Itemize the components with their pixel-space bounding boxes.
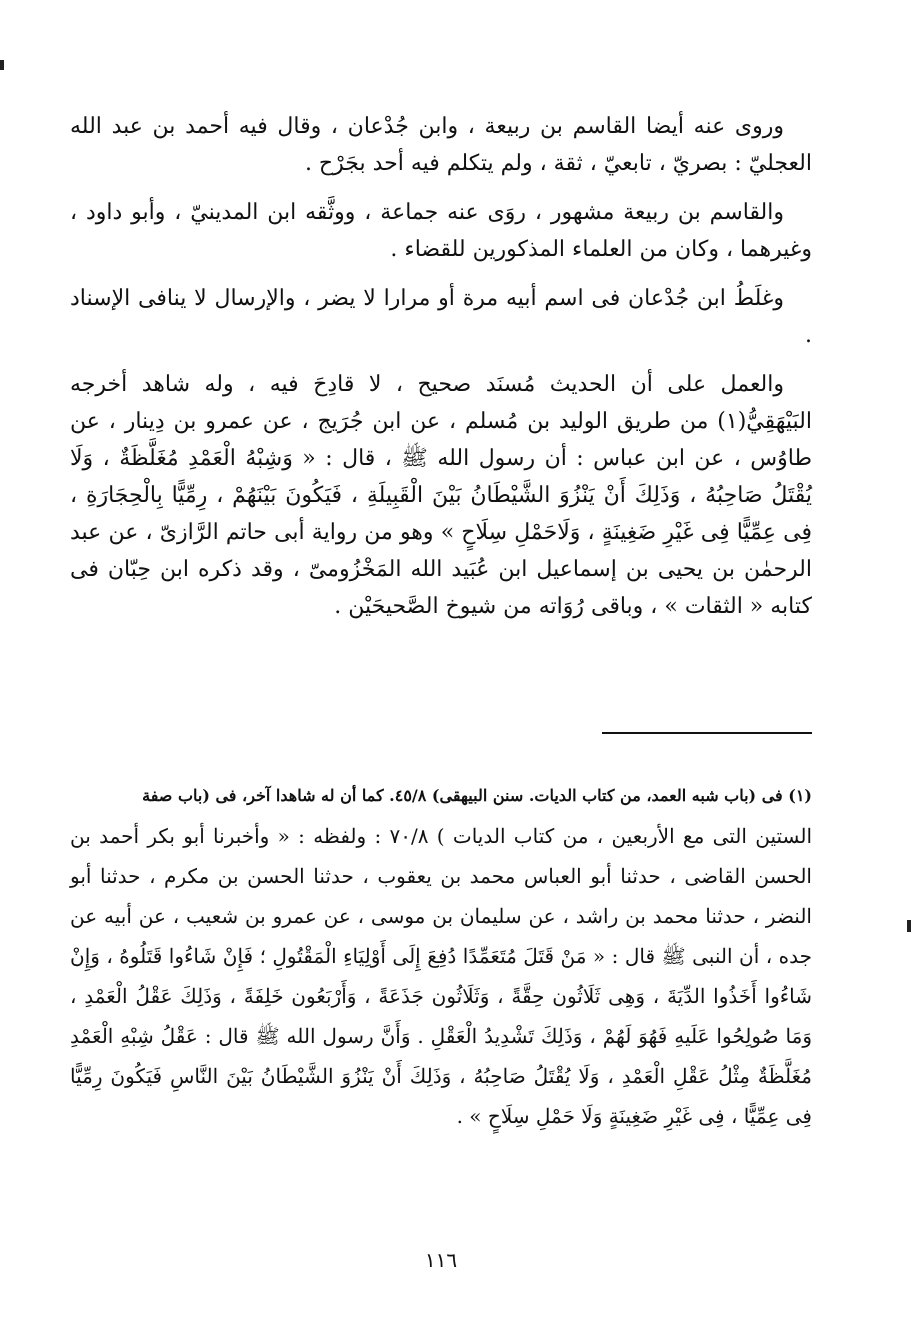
page-number: ١١٦ xyxy=(424,1248,458,1272)
footnote-divider xyxy=(602,732,812,734)
main-text xyxy=(70,108,812,625)
footnote-body: الستين التى مع الأربعين ، من كتاب الديات ) ٧٠/٨ : ولفظه : « وأخبرنا أبو بكر أحمد بن الحسن القاضى ، حدثنا أبو العباس محمد بن يعقوب ، حدثنا الحسن بن مكرم ، حدثنا أبو النضر ، حدثنا محمد بن راشد ، عن سليمان بن موسى ، عن عمرو بن شعيب ، عن أبيه عن جده ، أن النبى ﷺ قال : « مَنْ قَتَلَ مُتَعَمِّدًا دُفِعَ إِلَى أَوْلِيَاءِ الْمَقْتُولِ ؛ فَإِنْ شَاءُوا قَتَلُوهُ ، وَإِنْ شَاءُوا أَخَذُوا الدِّيَةَ ، وَهِى ثَلَاثُون حِقَّةً ، وَثَلَاثُون جَذَعَةً ، وَأَرْبَعُون خَلِفَةً ، وَذَلِكَ عَقْلُ الْعَمْدِ ، وَمَا صُولِحُوا عَلَيهِ فَهُوَ لَهُمْ ، وَذَلِكَ تَشْدِيدُ الْعَقْلِ . وَأَنَّ رسول الله ﷺ قال : عَقْلُ شِبْهِ الْعَمْدِ مُغَلَّظَةٌ مِثْلُ عَقْلِ الْعَمْدِ ، وَلَا يُقْتَلُ صَاحِبُهُ ، وَذَلِكَ أَنْ يَنْزُوَ الشَّيْطَانُ بَيْنَ النَّاسِ فَيَكُونَ رِمِّيًّا فِى عِمِّيًّا ، فِى غَيْرِ ضَغِينَةٍ وَلَا حَمْلِ سِلَاحٍ » . xyxy=(70,824,813,1128)
scan-edge-mark-right xyxy=(907,920,911,932)
paragraph-2: والقاسم بن ربيعة مشهور ، روَى عنه جماعة ، ووثَّقه ابن المدينيّ ، وأبو داود ، وغيرهما ، وكان من العلماء المذكورين للقضاء . xyxy=(70,200,812,262)
footnotes xyxy=(70,776,812,1136)
paragraph-3: وغلَطُ ابن جُدْعان فى اسم أبيه مرة أو مرارا لا يضر ، والإرسال لا ينافى الإسناد . xyxy=(70,286,812,348)
scan-edge-mark-left xyxy=(0,60,4,70)
book-page xyxy=(70,108,812,1308)
paragraph-4: والعمل على أن الحديث مُسنَد صحيح ، لا قادِحَ فيه ، وله شاهد أخرجه البَيْهَقِيُّ(١) من طريق الوليد بن مُسلم ، عن ابن جُرَيج ، عن عمرو بن دِينار ، عن طاوُس ، عن ابن عباس : أن رسول الله ﷺ ، قال : « وَشِبْهُ الْعَمْدِ مُغَلَّظَةٌ ، وَلَا يُقْتَلُ صَاحِبُهُ ، وَذَلِكَ أَنْ يَنْزُوَ الشَّيْطَانُ بَيْنَ الْقَبِيلَةِ ، فَيَكُونَ بَيْنَهُمْ ، رِمِّيًّا بِالْحِجَارَةِ ، فِى عِمِّيًّا فِى غَيْرِ ضَغِينَةٍ ، وَلَاحَمْلِ سِلَاحٍ » وهو من رواية أبى حاتم الرَّازىّ ، عن عبد الرحمٰن بن يحيى بن إسماعيل ابن عُبَيد الله المَخْزُومىّ ، وقد ذكره ابن حِبّان فى كتابه « الثقات » ، وباقى رُوَاته من شيوخ الصَّحيحَيْن . xyxy=(70,372,812,619)
paragraph-1: وروى عنه أيضا القاسم بن ربيعة ، وابن جُدْعان ، وقال فيه أحمد بن عبد الله العجليّ : بصريّ ، تابعيّ ، ثقة ، ولم يتكلم فيه أحد بجَرْح . xyxy=(70,114,812,176)
footnote-ref-line: (١) فى (باب شبه العمد، من كتاب الديات. سنن البيهقى) ٤٥/٨. كما أن له شاهدا آخر، فى (باب صفة xyxy=(142,786,812,805)
